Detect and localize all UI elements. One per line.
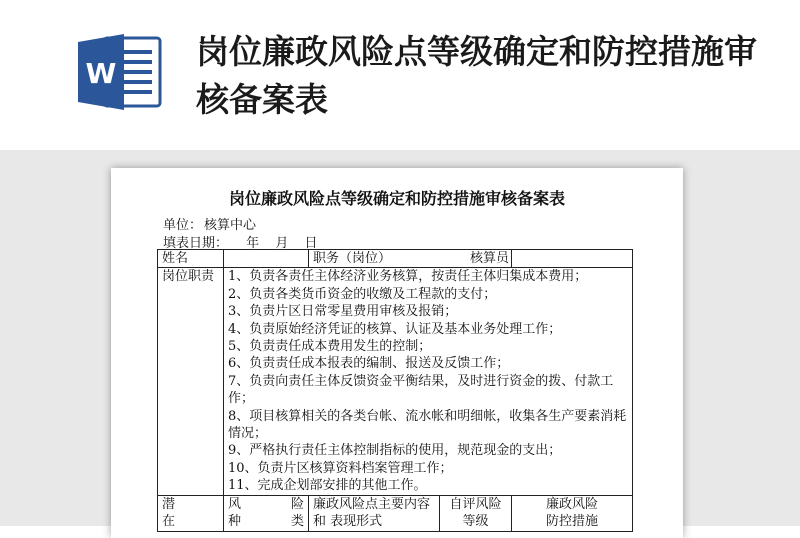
record-table xyxy=(157,249,633,532)
date-label: 填表日期： xyxy=(163,236,229,251)
name-row xyxy=(158,250,633,268)
duty-item: 8、项目核算相关的各类台帐、流水帐和明细帐，收集各生产要素消耗情况； xyxy=(228,408,627,442)
risk-col1-line: 潜 xyxy=(162,496,176,512)
risk-col5-line: 廉政风险 xyxy=(546,496,599,512)
unit-value: 核算中心 xyxy=(204,218,257,233)
duty-item: 2、负责各类货币资金的收缴及工程款的支付； xyxy=(228,286,497,302)
risk-col2-char: 类 xyxy=(290,514,304,530)
duty-item: 1、负责各责任主体经济业务核算，按责任主体归集成本费用； xyxy=(228,269,588,285)
duty-item: 6、负责责任成本报表的编制、报送及反馈工作； xyxy=(228,356,510,372)
duty-item: 3、负责片区日常零星费用审核及报销； xyxy=(228,304,458,320)
risk-col2-char: 风 xyxy=(228,496,242,512)
word-icon-letter: W xyxy=(85,57,117,90)
word-app-icon xyxy=(76,32,164,112)
banner-title: 岗位廉政风险点等级确定和防控措施审核备案表 xyxy=(196,32,757,119)
risk-col2-char: 种 xyxy=(228,514,242,530)
document-title: 岗位廉政风险点等级确定和防控措施审核备案表 xyxy=(228,189,565,208)
unit-label: 单位： xyxy=(163,218,203,233)
duty-row xyxy=(158,268,633,495)
duty-item: 10、负责片区核算资料档案管理工作； xyxy=(228,460,453,476)
position-label: 职务（岗位） xyxy=(309,250,512,268)
risk-col4-line: 自评风险 xyxy=(449,496,502,512)
risk-col2-char: 险 xyxy=(290,496,304,512)
name-label: 姓名 xyxy=(158,250,224,268)
position-value: 核算员 xyxy=(512,250,633,268)
date-year: 年 xyxy=(246,236,260,251)
duty-item: 4、负责原始经济凭证的核算、认证及基本业务处理工作； xyxy=(228,321,562,337)
document-page xyxy=(111,168,683,538)
risk-col1-line: 在 xyxy=(162,514,176,530)
name-value[interactable] xyxy=(224,250,309,268)
duty-list xyxy=(224,268,633,495)
duty-item: 11、完成企划部安排的其他工作。 xyxy=(228,478,427,494)
duty-item: 9、严格执行责任主体控制指标的使用，规范现金的支出； xyxy=(228,443,562,459)
duty-item: 5、负责责任成本费用发生的控制； xyxy=(228,339,432,355)
date-day: 日 xyxy=(304,236,318,251)
risk-col3-line: 和 表现形式 xyxy=(313,514,383,530)
duty-label: 岗位职责 xyxy=(158,268,224,495)
duty-item: 7、负责向责任主体反馈资金平衡结果，及时进行资金的拨、付款工作； xyxy=(228,373,614,407)
banner xyxy=(0,0,800,150)
risk-col4-line: 等级 xyxy=(462,514,489,530)
date-month: 月 xyxy=(275,236,289,251)
risk-col3-line: 廉政风险点主要内容 xyxy=(313,496,431,512)
unit-line xyxy=(163,214,256,233)
risk-col5-line: 防控措施 xyxy=(546,514,599,530)
